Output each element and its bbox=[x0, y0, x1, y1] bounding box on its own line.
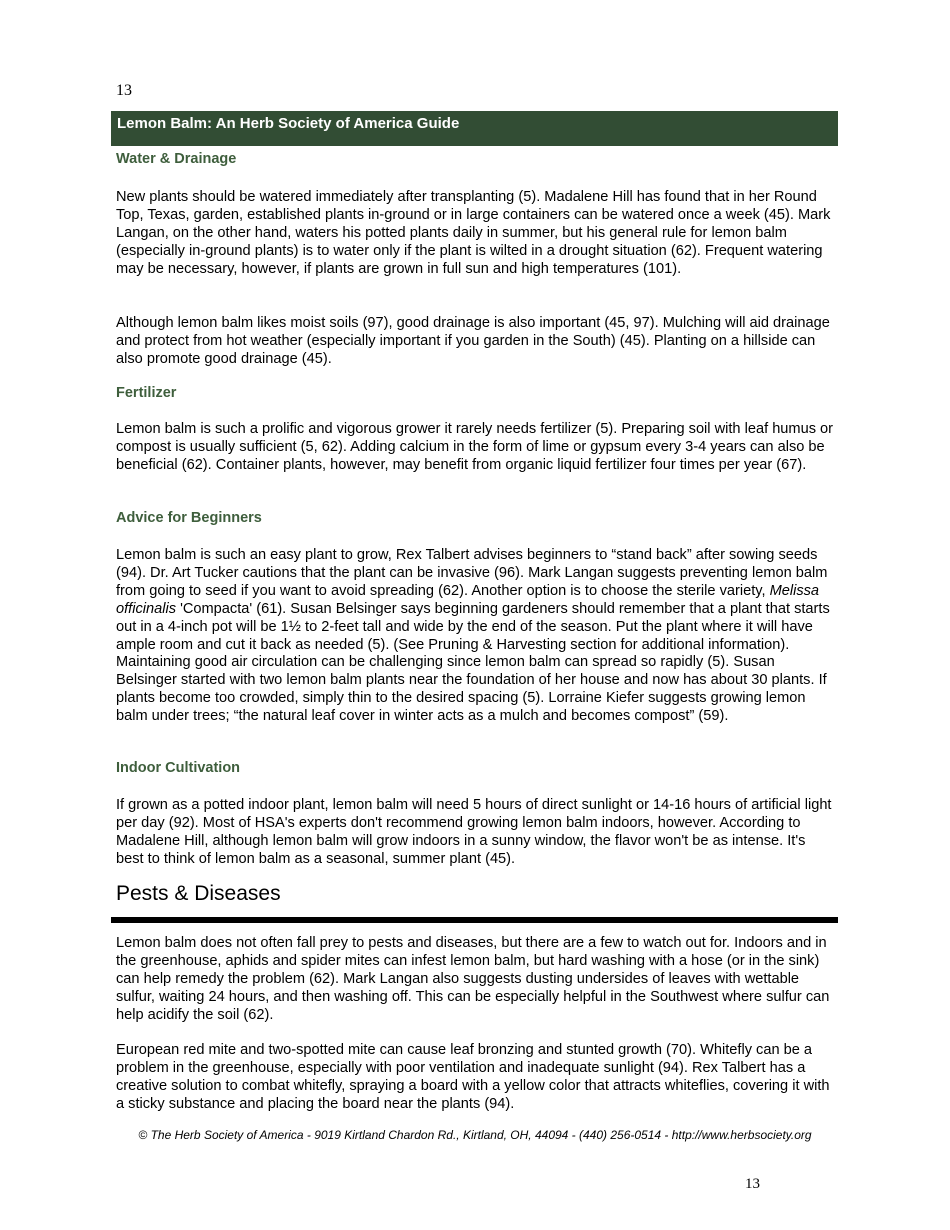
page-number-top: 13 bbox=[116, 82, 132, 99]
species-name: Melissa officinalis bbox=[116, 582, 820, 617]
paragraph-water-1: New plants should be watered immediately after transplanting (5). Madalene Hill has found that in her Round Top, Texas, garden, established plants in-ground or in large containers can be watered once a week (45). Mark Langan, on the other hand, waters his potted plants daily in summer, but his general rule for lemon balm (especially in-ground plants) is to water only if the plant is wilted in a drought situation (62). Frequent watering may be necessary, however, if plants are grown in full sun and high temperatures (101). bbox=[116, 189, 831, 277]
section-divider bbox=[111, 917, 838, 923]
paragraph-pests-1: Lemon balm does not often fall prey to pests and diseases, but there are a few to watch out for. Indoors and in the greenhouse, aphids and spider mites can infest lemon balm, but hard washing with a hose (or in the sink) can help remedy the problem (62). Mark Langan also suggests dusting undersides of leaves with wettable sulfur, waiting 24 hours, and then washing off. This can be especially helpful in the Southwest where sulfur can help acidify the soil (62). bbox=[116, 935, 830, 1023]
paragraph-beginners bbox=[116, 547, 834, 726]
section-heading-indoor-cultivation: Indoor Cultivation bbox=[116, 760, 241, 776]
beginners-text-start: Lemon balm is such an easy plant to grow, Rex Talbert advises beginners to “stand back” after sowing seeds (94). Dr. Art Tucker cautions that the plant can be invasive (96). Mark Langan suggests preventing lemon balm from going to seed if you want to avoid spreading (62). Another option is to choose the sterile variety, bbox=[116, 547, 828, 599]
header-title: Lemon Balm: An Herb Society of America Guide bbox=[117, 115, 460, 132]
header-banner bbox=[111, 111, 838, 146]
beginners-text-end: 'Compacta' (61). Susan Belsinger says beginning gardeners should remember that a plant that starts out in a 4-inch pot will be 1½ to 2-feet tall and wide by the end of the season. Put the plant where it will have ample room and cut it back as needed (5). (See Pruning & Harvesting section for additional information). Maintaining good air circulation can be challenging since lemon balm can spread so rapidly (5). Susan Belsinger started with two lemon balm plants near the foundation of her house and now has about 30 plants. If plants become too crowded, simply thin to the desired spacing (5). Lorraine Kiefer suggests growing lemon balm under trees; “the natural leaf cover in winter acts as a mulch and becomes compost” (59). bbox=[116, 600, 830, 725]
footer-copyright: © The Herb Society of America - 9019 Kirtland Chardon Rd., Kirtland, OH, 44094 - (440) 256-0514 - http://www.herbsociety.org bbox=[138, 1128, 812, 1142]
paragraph-water-2: Although lemon balm likes moist soils (97), good drainage is also important (45, 97). Mulching will aid drainage and protect from hot weather (especially important if you garden in the South) (45). Planting on a hillside can also promote good drainage (45). bbox=[116, 315, 830, 367]
section-heading-advice-beginners: Advice for Beginners bbox=[116, 510, 262, 526]
page-number-bottom: 13 bbox=[745, 1176, 760, 1192]
section-title-pests-diseases: Pests & Diseases bbox=[116, 882, 281, 905]
paragraph-indoor: If grown as a potted indoor plant, lemon balm will need 5 hours of direct sunlight or 14-16 hours of artificial light per day (92). Most of HSA's experts don't recommend growing lemon balm indoors, however. According to Madalene Hill, although lemon balm will grow indoors in a sunny window, the flavor won't be as intense. It's best to think of lemon balm as a seasonal, summer plant (45). bbox=[116, 797, 832, 867]
paragraph-pests-2: European red mite and two-spotted mite can cause leaf bronzing and stunted growth (70). Whitefly can be a problem in the greenhouse, especially with poor ventilation and inadequate sunlight (94). Rex Talbert has a creative solution to combat whitefly, spraying a board with a yellow color that attracts whiteflies, covering it with a sticky substance and placing the board near the plants (94). bbox=[116, 1042, 830, 1112]
section-heading-water-drainage: Water & Drainage bbox=[116, 151, 237, 167]
section-heading-fertilizer: Fertilizer bbox=[116, 385, 177, 401]
paragraph-fertilizer: Lemon balm is such a prolific and vigorous grower it rarely needs fertilizer (5). Preparing soil with leaf humus or compost is usually sufficient (5, 62). Adding calcium in the form of lime or gypsum every 3-4 years can also be beneficial (62). Container plants, however, may benefit from organic liquid fertilizer four times per year (67). bbox=[116, 421, 834, 473]
